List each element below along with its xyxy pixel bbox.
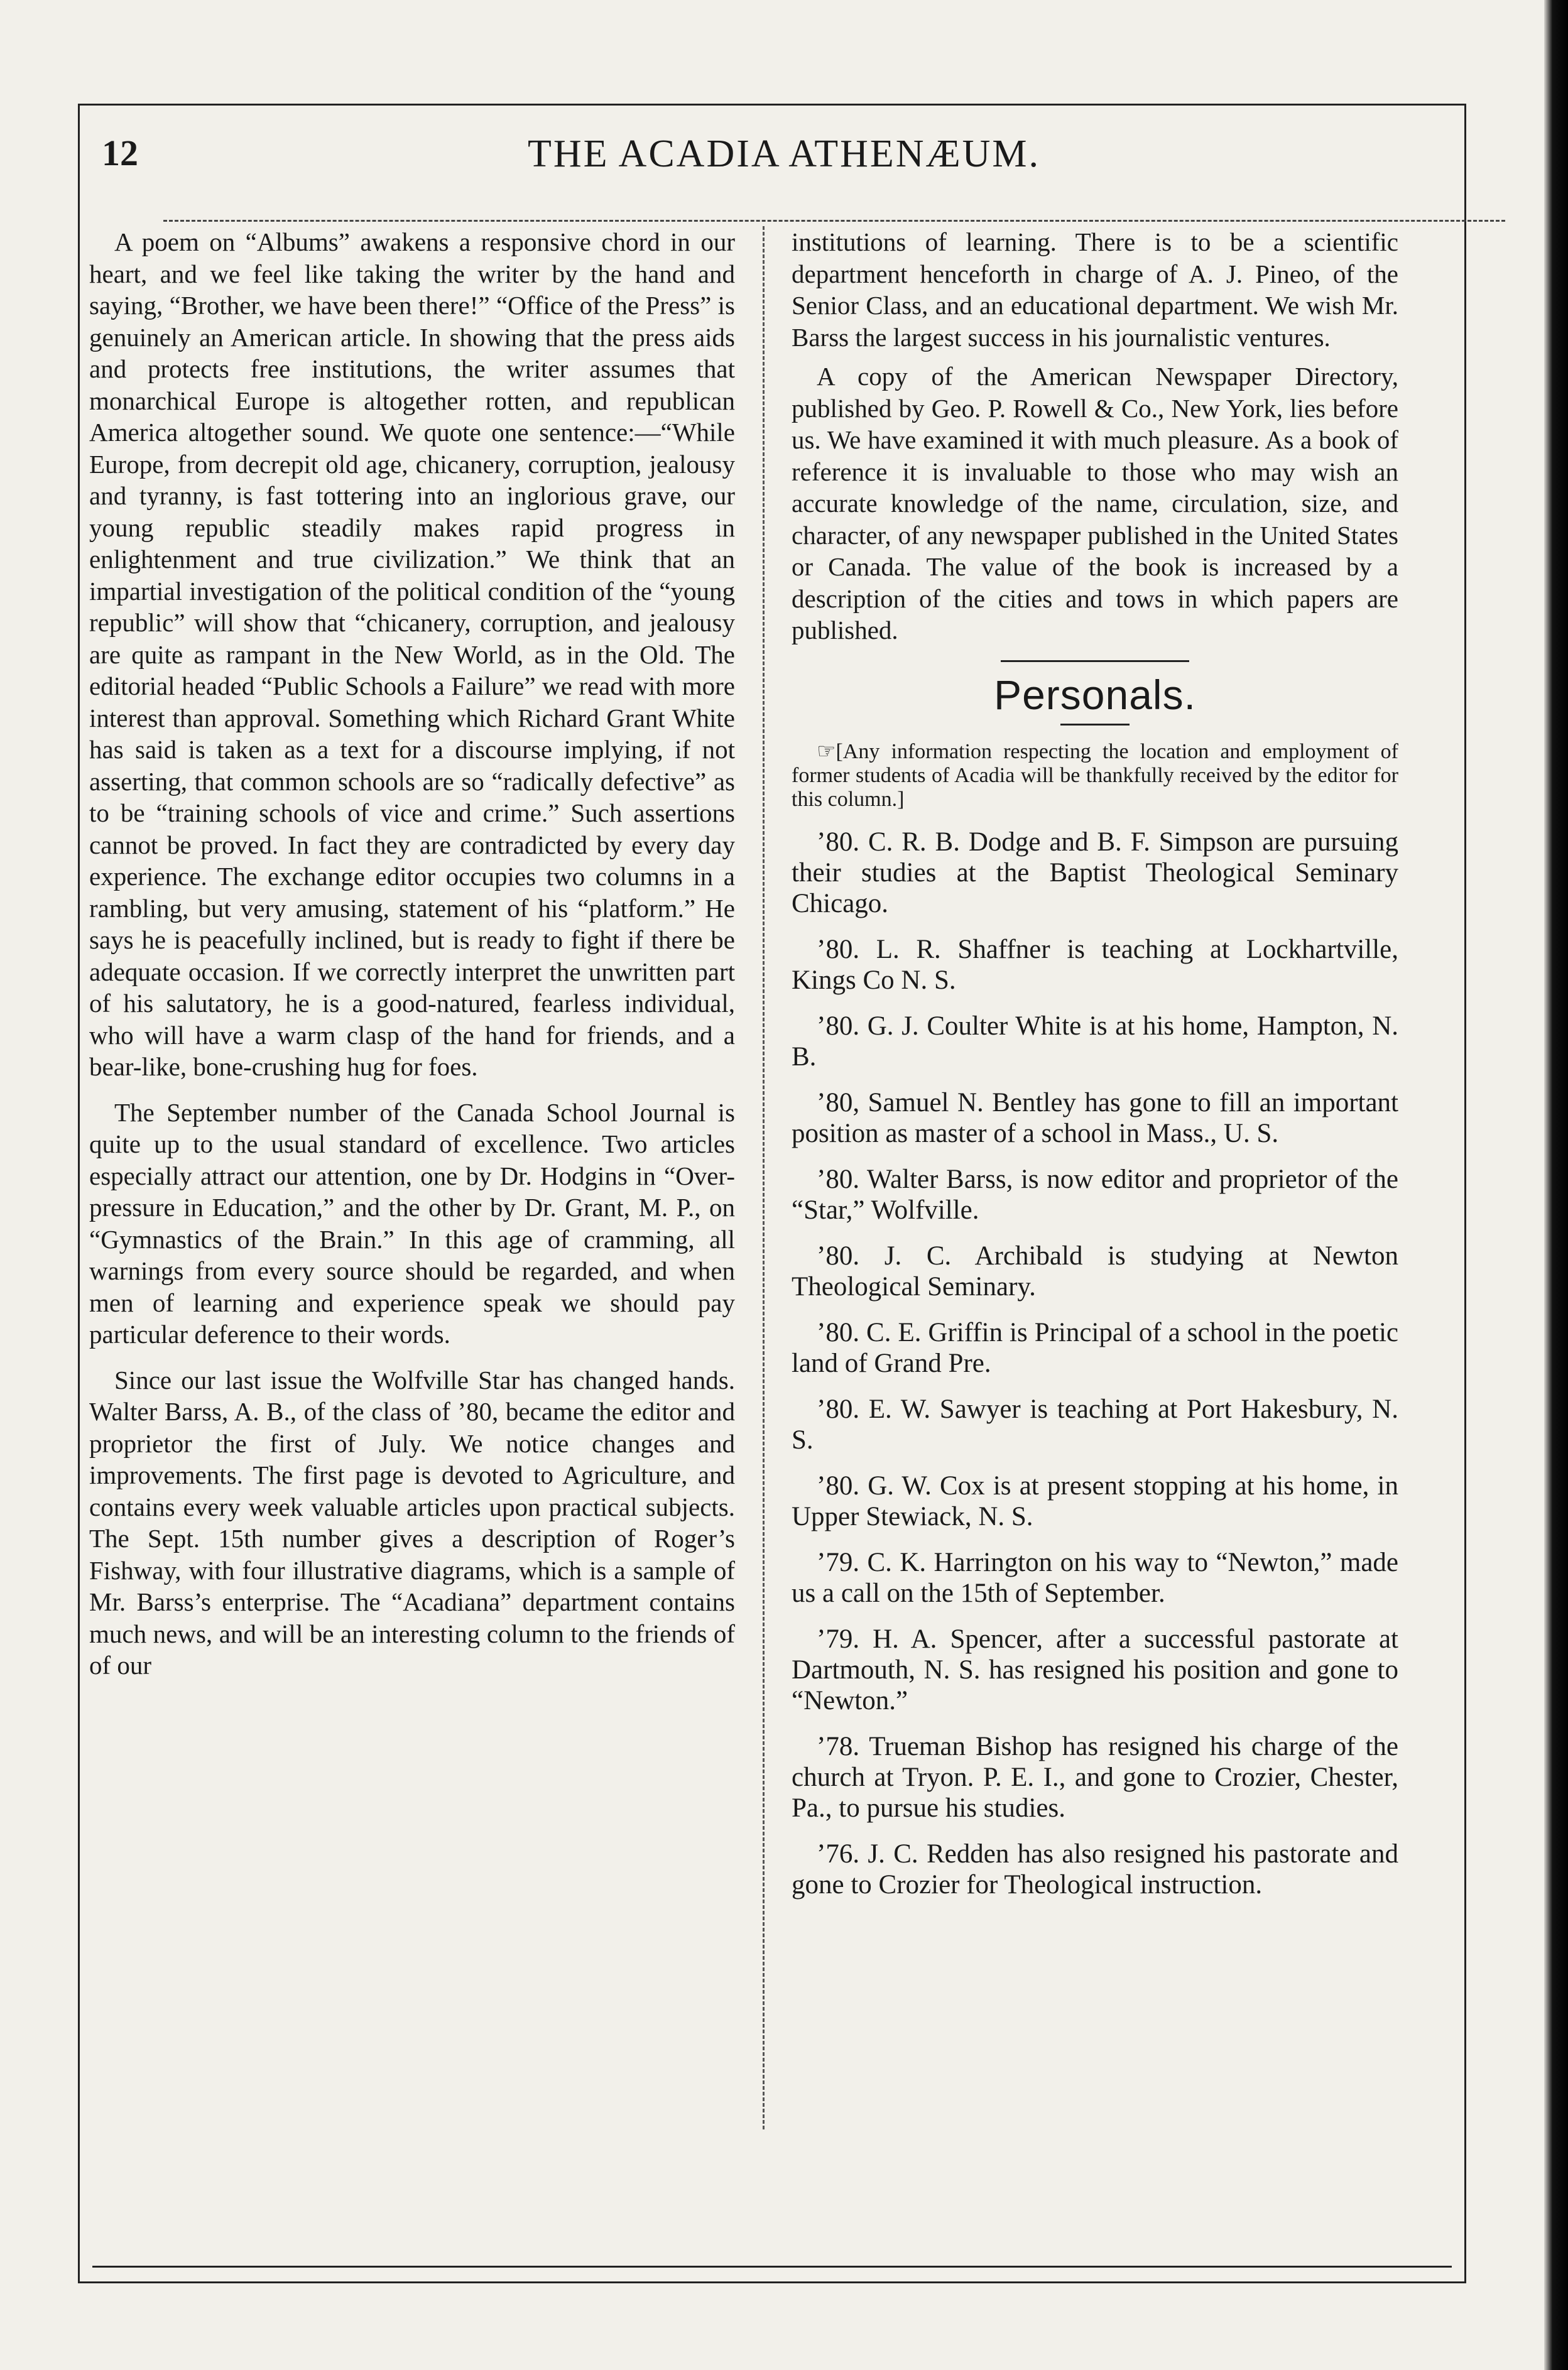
column-divider	[763, 226, 765, 2129]
right-column	[792, 226, 1398, 1915]
running-title: THE ACADIA ATHENÆUM.	[527, 133, 1041, 175]
personals-heading: Personals.	[994, 671, 1196, 718]
personal-item: ’80. G. J. Coulter White is at his home, Hampton, N. B.	[792, 1011, 1398, 1072]
pointing-hand-icon: ☞	[817, 738, 836, 764]
personal-item: ’80. G. W. Cox is at present stopping at his home, in Upper Stewiack, N. S.	[792, 1470, 1398, 1531]
bottom-rule	[92, 2266, 1452, 2268]
page-header	[50, 126, 1518, 188]
personal-item: ’80, Samuel N. Bentley has gone to fill an important position as master of a school in Mass., U. S.	[792, 1087, 1398, 1148]
personal-item: ’80. L. R. Shaffner is teaching at Lockhartville, Kings Co N. S.	[792, 934, 1398, 995]
personal-item: ’76. J. C. Redden has also resigned his pastorate and gone to Crozier for Theological instruction.	[792, 1839, 1398, 1900]
left-column	[89, 226, 735, 1695]
editor-note	[792, 739, 1398, 812]
section-rule-bottom	[1060, 724, 1130, 726]
personal-item: ’78. Trueman Bishop has resigned his charge of the church at Tryon. P. E. I., and gone to Crozier, Chester, Pa., to pursue his studies.	[792, 1731, 1398, 1823]
personal-item: ’79. C. K. Harrington on his way to “Newton,” made us a call on the 15th of September.	[792, 1547, 1398, 1608]
school-journal-paragraph: The September number of the Canada School Journal is quite up to the usual standard of excellence. Two articles especially attract our attention, one by Dr. Hodgins in “Over-pressure in Education,” and the other by Dr. Grant, M. P., on “Gymnastics of the Brain.” In this age of cramming, all warnings from every source should be regarded, and when men of learning and experience speak we should pay particular deference to their words.	[89, 1097, 735, 1349]
personal-item: ’80. Walter Barss, is now editor and proprietor of the “Star,” Wolfville.	[792, 1164, 1398, 1225]
section-rule-top	[1001, 660, 1189, 662]
newspaper-directory-paragraph: A copy of the American Newspaper Directory, published by Geo. P. Rowell & Co., New York, lies before us. We have examined it with much pleasure. As a book of reference it is invaluable to those who may wish an accurate knowledge of the name, circulation, size, and character, of any newspaper published in the United States or Canada. The value of the book is increased by a description of the cities and tows in which papers are published.	[792, 362, 1398, 644]
albums-review-paragraph: A poem on “Albums” awakens a responsive chord in our heart, and we feel like taking the writer by the hand and saying, “Brother, we have been there!” “Office of the Press” is genuinely an American article. In showing that the press aids and protects free institutions, the writer assumes that monarchical Europe is altogether rotten, and republican America altogether sound. We quote one sentence:—“While Europe, from decrepit old age, chicanery, corruption, jealousy and tyranny, is fast tottering into an inglorious grave, our young republic steadily makes rapid progress in enlightenment and true civilization.” We think that an impartial investigation of the political condition of the “young republic” will show that “chicanery, corruption, and jealousy are quite as rampant in the New World, as in the Old. The editorial headed “Public Schools a Failure” we read with more interest than approval. Something which Richard Grant White has said is taken as a text for a discourse implying, if not asserting, that common schools are so “radically defective” as to be “training schools of vice and crime.” Such assertions cannot be proved. In fact they are contradicted by every day experience. The exchange editor occupies two columns in a rambling, but very amusing, statement of his “platform.” He says he is peacefully inclined, but is ready to fight if there be adequate occasion. If we correctly interpret the unwritten part of his salutatory, he is a good-natured, fearless individual, who will have a warm clasp of the hand for friends, and a bear-like, bone-crushing hug for foes.	[89, 227, 735, 1081]
personal-item: ’79. H. A. Spencer, after a successful pastorate at Dartmouth, N. S. has resigned his position and gone to “Newton.”	[792, 1624, 1398, 1715]
personal-item: ’80. J. C. Archibald is studying at Newton Theological Seminary.	[792, 1241, 1398, 1302]
binding-edge	[1544, 0, 1568, 2370]
wolfville-star-paragraph: Since our last issue the Wolfville Star has changed hands. Walter Barss, A. B., of the class of ’80, became the editor and proprietor the first of July. We notice changes and improvements. The first page is devoted to Agriculture, and contains every week valuable articles upon practical subjects. The Sept. 15th number gives a description of Roger’s Fishway, with four illustrative diagrams, which is a sample of Mr. Barss’s enterprise. The “Acadiana” department contains much news, and will be an interesting column to the friends of of our	[89, 1365, 735, 1680]
personal-item: ’80. E. W. Sawyer is teaching at Port Hakesbury, N. S.	[792, 1394, 1398, 1455]
page-number: 12	[102, 133, 138, 173]
header-rule	[163, 220, 1505, 222]
personal-item: ’80. C. R. B. Dodge and B. F. Simpson are pursuing their studies at the Baptist Theological Seminary Chicago.	[792, 827, 1398, 918]
editor-note-text: [Any information respecting the location and employment of former students of Acadia will be thankfully received by the editor for this column.]	[792, 739, 1398, 811]
personal-item: ’80. C. E. Griffin is Principal of a school in the poetic land of Grand Pre.	[792, 1317, 1398, 1378]
continued-paragraph: institutions of learning. There is to be a scientific department henceforth in charge of A. J. Pineo, of the Senior Class, and an educational department. We wish Mr. Barss the largest success in his journalistic ventures.	[792, 227, 1398, 352]
